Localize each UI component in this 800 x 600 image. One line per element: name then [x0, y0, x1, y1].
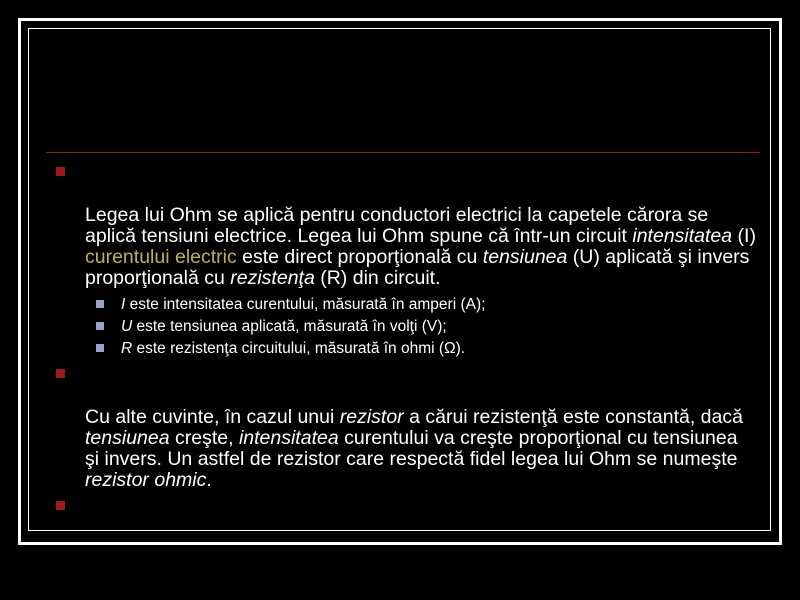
sub-bullet-square-icon — [96, 344, 104, 352]
sub-bullet-item-1: I este intensitatea curentului, măsurată în amperi (A); — [56, 294, 756, 316]
title-divider — [46, 152, 760, 153]
bullet-item-2: Cu alte cuvinte, în cazul unui rezistor a cărui rezistenţă este constantă, dacă tensiunea creşte, intensitatea curentului va creşte proporţional cu tensiunea şi invers. Un astfel de rezistor care respectă fidel legea lui Ohm se numeşte rezistor ohmic. — [56, 365, 756, 491]
hyperlink-curentului-electric[interactable]: curentului electric — [85, 246, 237, 268]
sub-bullet-item-2: U este tensiunea aplicată, măsurată în volţi (V); — [56, 316, 756, 338]
bullet-square-icon — [56, 369, 65, 378]
bullet-square-icon — [56, 501, 65, 510]
slide-body — [56, 163, 756, 522]
bullet-item-3-empty[interactable] — [56, 497, 756, 518]
sub-bullet-item-3: R este rezistenţa circuitului, măsurată în ohmi (Ω). — [56, 338, 756, 360]
sub-bullet-square-icon — [96, 322, 104, 330]
bullet-item-1: Legea lui Ohm se aplică pentru conductori electrici la capetele cărora se aplică tensiuni electrice. Legea lui Ohm spune că într-un circuit intensitatea (I) curentului electric este direct proporţională cu tensiunea (U) aplicată şi invers proporţională cu rezistenţa (R) din circuit. — [56, 163, 756, 289]
bullet-square-icon — [56, 167, 65, 176]
sub-bullet-square-icon — [96, 300, 104, 308]
sub-bullet-list — [56, 294, 756, 360]
